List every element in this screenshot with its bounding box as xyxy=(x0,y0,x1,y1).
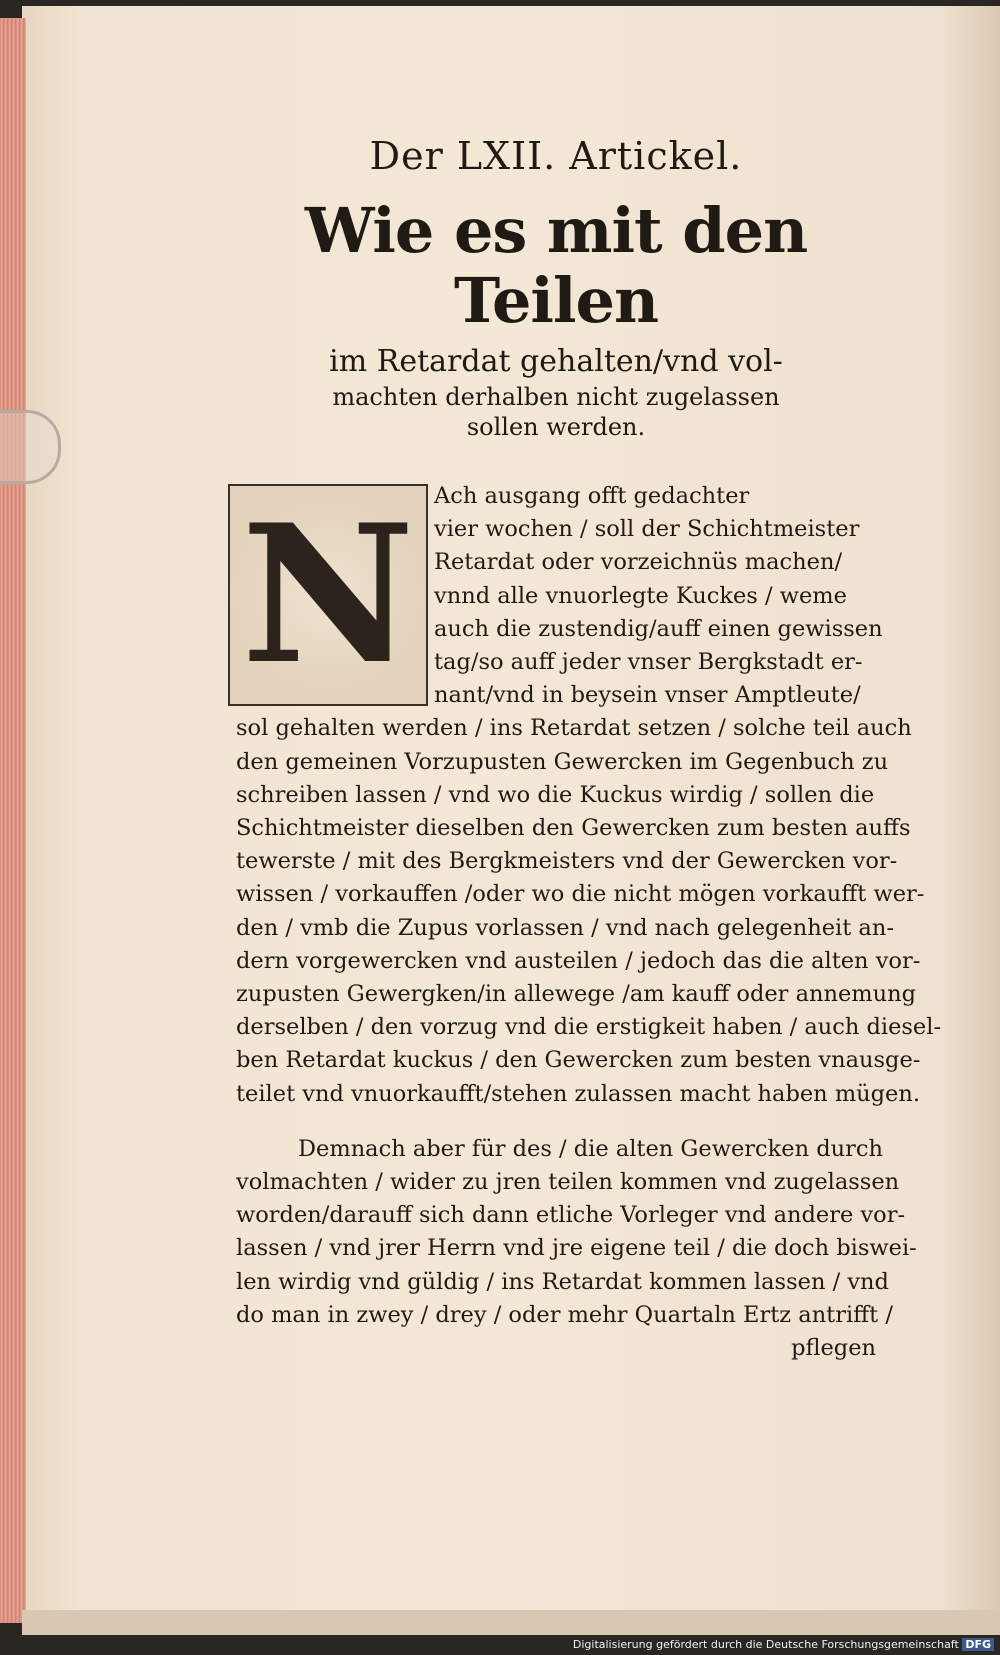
text-line: zupusten Gewergken/in allewege /am kauff oder annemung xyxy=(236,981,916,1008)
text-line: sol gehalten werden / ins Retardat setzen / solche teil auch xyxy=(236,715,912,742)
text-line: ben Retardat kuckus / den Gewercken zum besten vnausge- xyxy=(236,1047,921,1074)
paper-clip xyxy=(0,410,61,484)
text-line: dern vorgewercken vnd austeilen / jedoch das die alten vor- xyxy=(236,947,921,974)
text-line: do man in zwey / drey / oder mehr Quartaln Ertz antrifft / xyxy=(236,1301,893,1328)
text-line: vnnd alle vnuorlegte Kuckes / weme xyxy=(434,582,847,609)
page-bottom xyxy=(22,1610,1000,1635)
text-line: tag/so auff jeder vnser Bergkstadt er- xyxy=(434,649,863,676)
text-line: den / vmb die Zupus vorlassen / vnd nach gelegenheit an- xyxy=(236,914,894,941)
text-line: derselben / den vorzug vnd die erstigkeit haben / auch diesel- xyxy=(236,1014,942,1041)
text-block xyxy=(236,130,942,1365)
text-line: Ach ausgang offt gedachter xyxy=(434,483,750,509)
dfg-logo: DFG xyxy=(962,1638,994,1651)
text-line: lassen / vnd jrer Herrn vnd jre eigene teil / die doch biswei- xyxy=(236,1235,917,1262)
article-subtitle: im Retardat gehalten/vnd vol- xyxy=(329,344,783,379)
article-subtitle-line: machten derhalben nicht zugelassen xyxy=(332,383,780,411)
text-line: den gemeinen Vorzupusten Gewercken im Gegenbuch zu xyxy=(236,748,889,775)
text-line: Demnach aber für des / die alten Gewercken durch xyxy=(298,1135,883,1162)
text-line: nant/vnd in beysein vnser Amptleute/ xyxy=(434,682,861,709)
article-title: Wie es mit den Teilen xyxy=(304,194,808,337)
footer-text: Digitalisierung gefördert durch die Deutsche Forschungsgemeinschaft xyxy=(572,1638,959,1651)
text-line: teilet vnd vnuorkaufft/stehen zulassen macht haben mügen. xyxy=(236,1080,921,1107)
article-header: Der LXII. Artickel. xyxy=(369,134,743,178)
initial-letter: N xyxy=(241,483,415,706)
digitization-footer xyxy=(573,1638,994,1651)
text-line: len wirdig vnd güldig / ins Retardat kommen lassen / vnd xyxy=(236,1268,889,1295)
paragraph-1 xyxy=(236,480,942,1111)
text-line: wissen / vorkauffen /oder wo die nicht mögen vorkaufft wer- xyxy=(236,881,925,908)
text-line: vier wochen / soll der Schichtmeister xyxy=(434,516,860,543)
text-line: Retardat oder vorzeichnüs machen/ xyxy=(434,549,843,576)
text-line: Schichtmeister dieselben den Gewercken zum besten auffs xyxy=(236,815,911,842)
text-line: auch die zustendig/auff einen gewissen xyxy=(434,615,883,642)
decorated-initial xyxy=(228,484,428,706)
text-line: schreiben lassen / vnd wo die Kuckus wirdig / sollen die xyxy=(236,781,875,808)
text-line: worden/darauff sich dann etliche Vorleger vnd andere vor- xyxy=(236,1202,906,1229)
text-line: volmachten / wider zu jren teilen kommen vnd zugelassen xyxy=(236,1169,900,1196)
article-subtitle-line: sollen werden. xyxy=(466,413,646,441)
paragraph-2 xyxy=(236,1133,917,1332)
page-edge xyxy=(0,18,26,1623)
text-line: tewerste / mit des Bergkmeisters vnd der Gewercken vor- xyxy=(236,848,898,875)
catchword: pflegen xyxy=(791,1335,876,1362)
